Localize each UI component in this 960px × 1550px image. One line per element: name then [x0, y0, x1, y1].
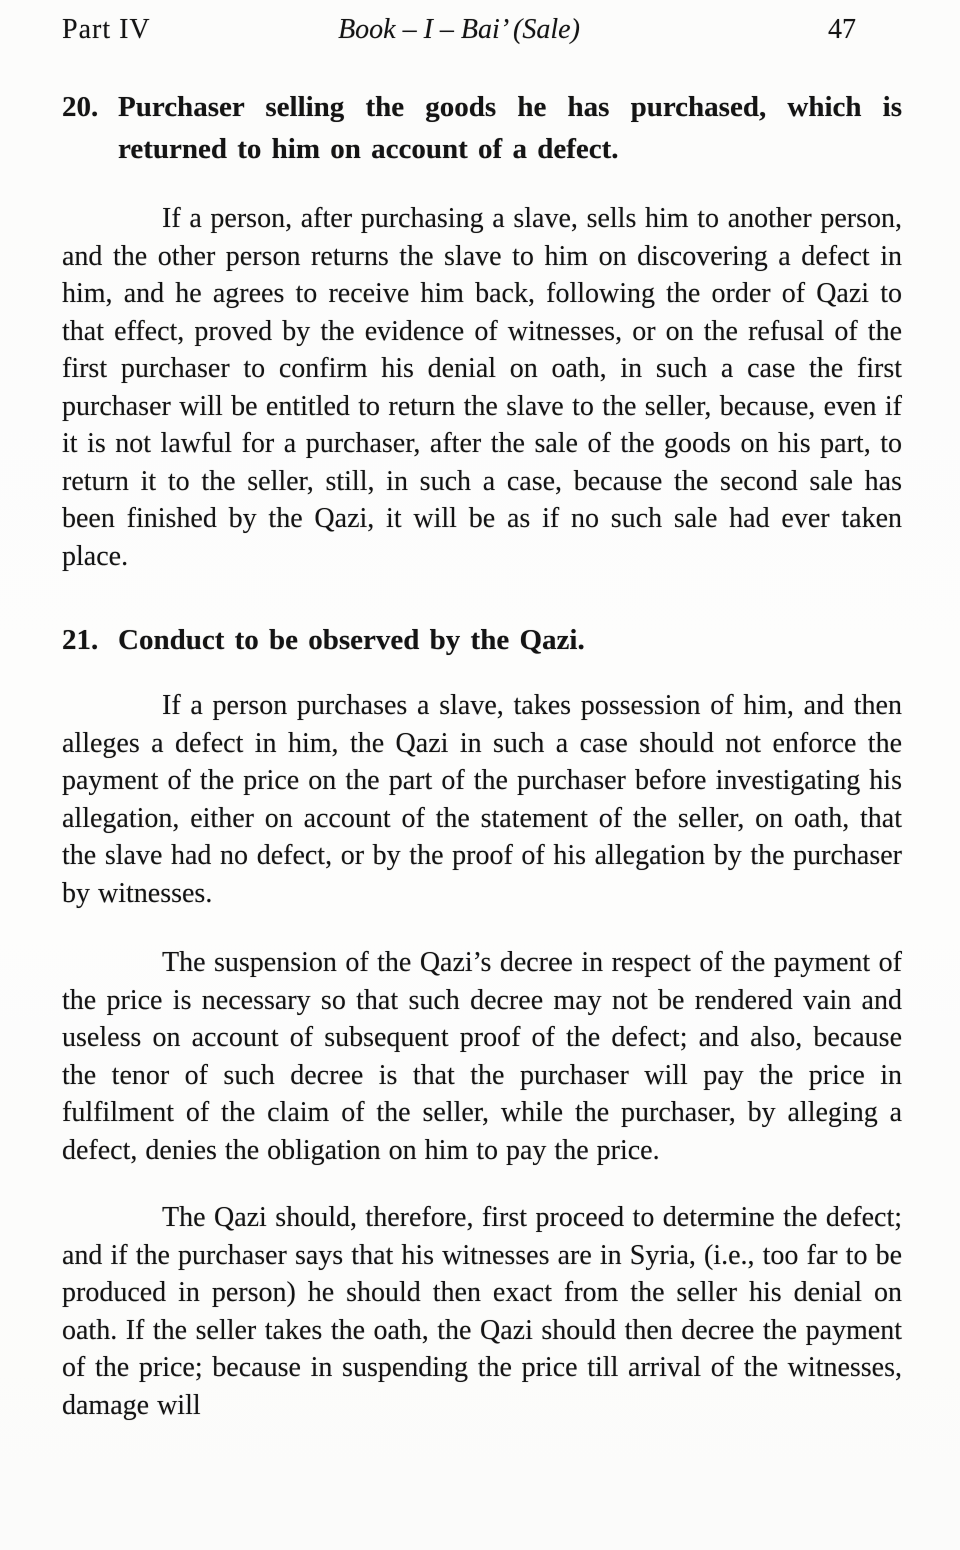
section-20-heading — [62, 86, 902, 170]
header-page-number: 47 — [828, 14, 856, 45]
section-21-title: Conduct to be observed by the Qazi. — [118, 624, 585, 656]
section-20-paragraph-1: If a person, after purchasing a slave, sells him to another person, and the other person returns the slave to him on discovering a defect in him, and he agrees to receive him back, following the order of Qazi to that effect, proved by the evidence of witnesses, or on the refusal of the first purchaser to confirm his denial on oath, in such a case the first purchaser will be entitled to return the slave to the seller, because, even if it is not lawful for a purchaser, after the sale of the goods on his part, to return it to the seller, still, in such a case, because the second sale has been finished by the Qazi, it will be as if no such sale had ever taken place. — [62, 203, 902, 572]
section-21-paragraph-2: The suspension of the Qazi’s decree in respect of the payment of the price is necessary so that such decree may not be rendered vain and useless on account of subsequent proof of the defect; and also, because the tenor of such decree is that the purchaser will pay the price in fulfilment of the claim of the seller, while the purchaser, by alleging a defect, denies the obligation on him to pay the price. — [62, 947, 902, 1166]
section-21-paragraph-1: If a person purchases a slave, takes possession of him, and then alleges a defect in him, the Qazi in such a case should not enforce the payment of the price on the part of the purchaser before investigating his allegation, either on account of the statement of the seller, on oath, that the slave had no defect, or by the proof of his allegation by the purchaser by witnesses. — [62, 690, 902, 909]
section-21-heading — [62, 619, 902, 661]
header-book-title: Book – I – Bai’ (Sale) — [338, 14, 580, 45]
section-21 — [62, 619, 902, 1424]
section-20 — [62, 86, 902, 575]
section-21-number: 21. — [62, 624, 99, 656]
section-20-number: 20. — [62, 91, 99, 123]
section-20-title: Purchaser selling the goods he has purchased, which is returned to him on account of a defect. — [118, 91, 902, 165]
header-part-label: Part IV — [62, 14, 151, 45]
running-header — [62, 12, 902, 48]
section-21-paragraph-3: The Qazi should, therefore, first proceed to determine the defect; and if the purchaser says that his witnesses are in Syria, (i.e., too far to be produced in person) he should then exact from the seller his denial on oath. If the seller takes the oath, the Qazi should then decree the payment of the price; because in suspending the price till arrival of the witnesses, damage will — [62, 1202, 902, 1421]
